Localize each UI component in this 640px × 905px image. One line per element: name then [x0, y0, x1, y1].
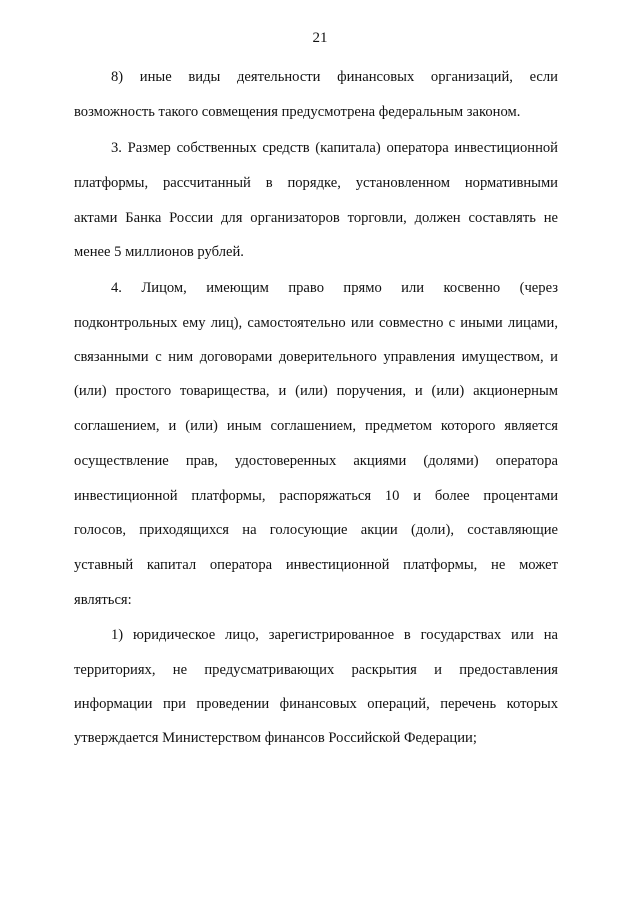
text-line: осуществление прав, удостоверенных акциями (долями) оператора	[74, 453, 558, 469]
text-line: 8) иные виды деятельности финансовых организаций, если	[111, 69, 558, 85]
text-line: инвестиционной платформы, распоряжаться 10 и более процентами	[74, 488, 558, 504]
text-line: подконтрольных ему лиц), самостоятельно или совместно с иными лицами,	[74, 315, 558, 331]
text-line: являться:	[74, 592, 132, 608]
text-line: связанными с ним договорами доверительного управления имуществом, и	[74, 349, 558, 365]
text-line: голосов, приходящихся на голосующие акции (доли), составляющие	[74, 522, 558, 538]
text-line: 3. Размер собственных средств (капитала) оператора инвестиционной	[111, 140, 558, 156]
text-line: соглашением, и (или) иным соглашением, предметом которого является	[74, 418, 558, 434]
text-line: платформы, рассчитанный в порядке, установленном нормативными	[74, 175, 558, 191]
text-line: возможность такого совмещения предусмотрена федеральным законом.	[74, 104, 521, 120]
text-line: уставный капитал оператора инвестиционной платформы, не может	[74, 557, 558, 573]
text-line: информации при проведении финансовых операций, перечень которых	[74, 696, 558, 712]
text-line: актами Банка России для организаторов торговли, должен составлять не	[74, 210, 558, 226]
text-line: 4. Лицом, имеющим право прямо или косвенно (через	[111, 280, 558, 296]
text-line: менее 5 миллионов рублей.	[74, 244, 244, 260]
text-line: (или) простого товарищества, и (или) поручения, и (или) акционерным	[74, 383, 558, 399]
text-line: 1) юридическое лицо, зарегистрированное в государствах или на	[111, 627, 558, 643]
page-number: 21	[312, 30, 328, 46]
text-line: территориях, не предусматривающих раскрытия и предоставления	[74, 662, 558, 678]
text-line: утверждается Министерством финансов Российской Федерации;	[74, 730, 477, 746]
